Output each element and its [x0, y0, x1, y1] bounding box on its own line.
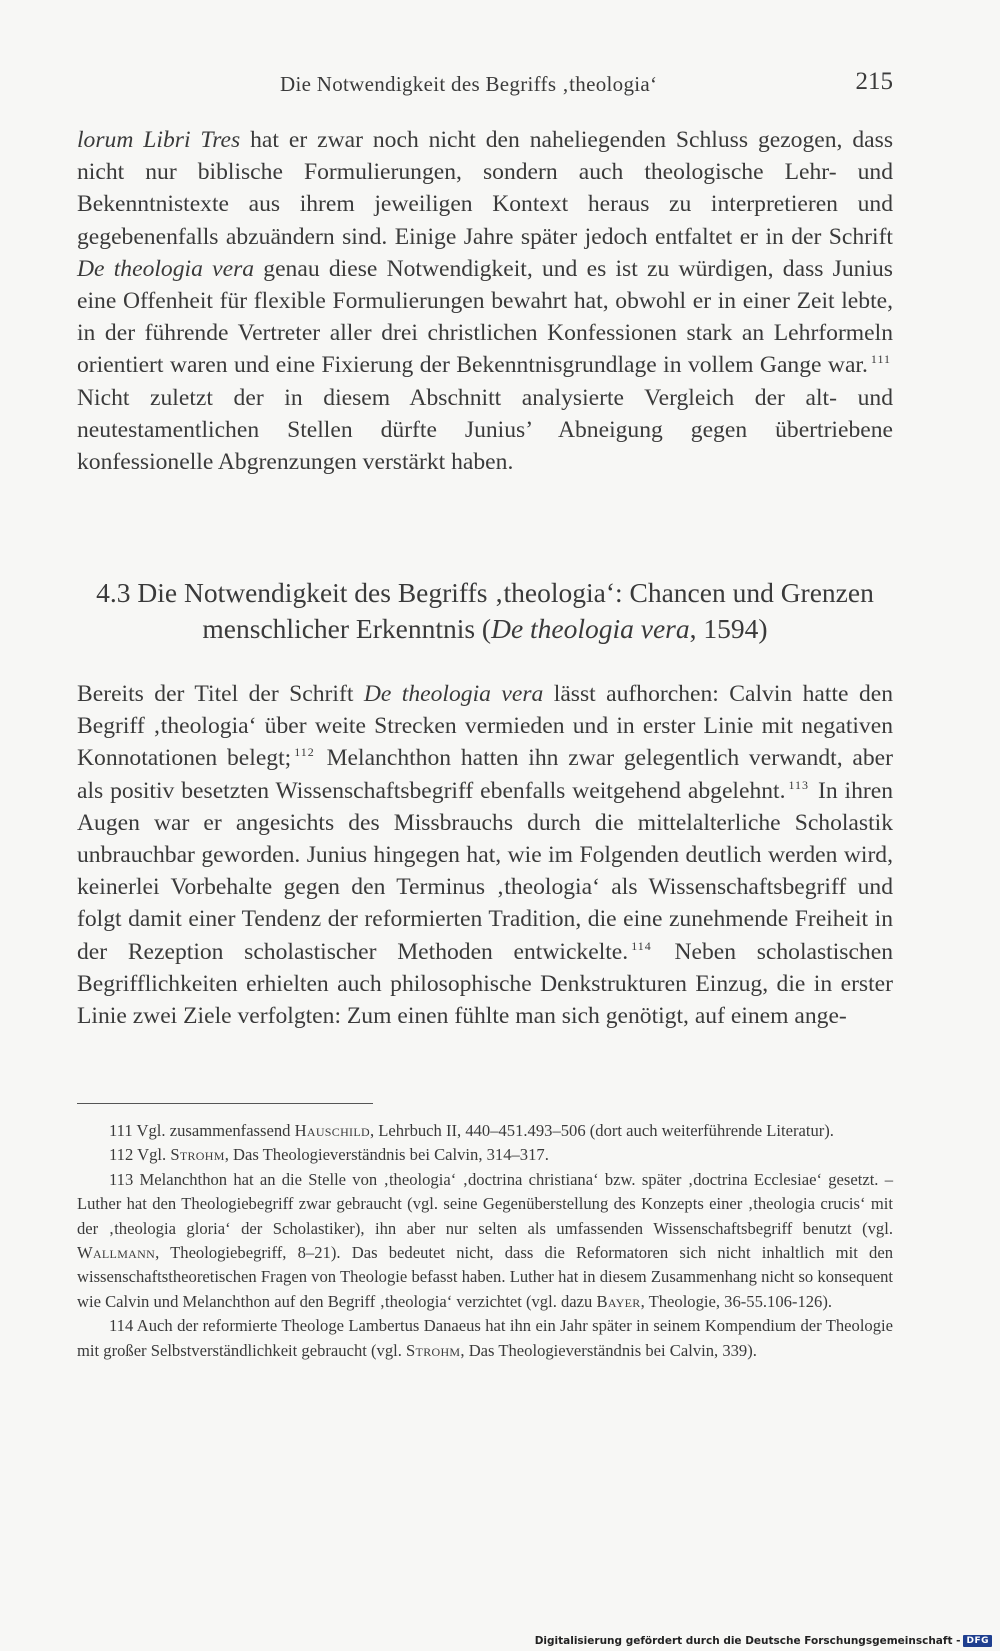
italic-title: lorum Libri Tres	[77, 127, 241, 153]
footnote-text: Vgl.	[133, 1145, 171, 1165]
footnote-ref-112[interactable]: 112	[294, 745, 315, 760]
footnote-number: 111	[109, 1121, 133, 1140]
footnote-number: 113	[109, 1169, 134, 1189]
footnote-111	[77, 1119, 893, 1143]
italic-title: De theologia vera	[77, 255, 255, 282]
body-text-span: Melanchthon hatten ihn zwar gelegentlich verwandt, aber als positiv besetzten Wissenschaftsbegriff ebenfalls weitgehend abgelehnt.	[77, 745, 893, 804]
italic-title: De theologia vera	[491, 613, 690, 644]
body-text-span: Neben scholastischen Begrifflichkeiten erhielten auch philosophische Denkstrukturen Einzug, die in erster Linie zwei Ziele verfolgten: Zum einen fühlte man sich genötigt, auf einem ange-	[77, 938, 893, 1030]
heading-line-2	[77, 611, 893, 647]
italic-title: De theologia vera	[363, 681, 544, 707]
footnote-number: 112	[109, 1145, 134, 1165]
footnote-text: , Das Theologieverständnis bei Calvin, 314–317.	[224, 1145, 549, 1165]
footnote-text: Vgl. zusammenfassend	[132, 1121, 295, 1140]
body-text-span: In ihren Augen war er angesichts des Missbrauchs durch die mittelalterliche Scholastik unbrauchbar geworden. Junius hingegen hat, wie im Folgenden deutlich werden wird, keinerlei Vorbehalte gegen den Terminus ‚theologia‘ als Wissenschaftsbegriff und folgt damit einer Tendenz der reformierten Tradition, die eine zunehmende Freiheit in der Rezeption scholastischer Methoden entwickelte.	[77, 777, 893, 965]
footnote-divider	[77, 1103, 373, 1104]
footnote-number: 114	[109, 1316, 134, 1336]
footnote-ref-111[interactable]: 111	[870, 352, 891, 367]
footnote-ref-113[interactable]: 113	[788, 777, 810, 792]
body-text-span: lässt aufhorchen: Calvin hatte den Begriff ‚theologia‘ über weite Strecken vermieden und in erster Linie mit negativen Konnotationen belegt;	[77, 681, 894, 772]
heading-text: , 1594)	[689, 613, 768, 644]
author-name: Hauschild	[294, 1121, 370, 1140]
body-text-span: Nicht zuletzt der in diesem Abschnitt analysierte Vergleich der alt- und neutestamentlichen Stellen dürfte Junius’ Abneigung gegen übertriebene konfessionelle Abgrenzungen verstärkt haben.	[77, 384, 893, 476]
body-paragraph-2	[77, 678, 893, 1032]
footnote-text: , Theologiebegriff, 8–21). Das bedeutet nicht, dass die Reformatoren sich nicht inhaltlich mit den wissenschaftstheoretischen Fragen von Theologie befasst haben. Luther hat in diesem Zusammenhang nicht so konsequent wie Calvin und Melanchthon auf den Begriff ‚theologia‘ verzichtet (vgl. dazu	[77, 1243, 893, 1311]
footnote-113	[77, 1168, 893, 1314]
footnotes	[77, 1119, 893, 1363]
author-name: Bayer	[596, 1291, 641, 1311]
body-text-span: genau diese Notwendigkeit, und es ist zu würdigen, dass Junius eine Offenheit für flexible Formulierungen bewahrt hat, obwohl er in einer Zeit lebte, in der führende Vertreter aller drei christlichen Konfessionen stark an Lehrformeln orientiert waren und eine Fixierung der Bekenntnisgrundlage in vollem Gange war.	[77, 255, 893, 379]
heading-line-1: 4.3 Die Notwendigkeit des Begriffs ‚theologia‘: Chancen und Grenzen	[96, 577, 874, 608]
footnote-text: Auch der reformierte Theologe Lambertus Danaeus hat ihn ein Jahr später in seinem Kompendium der Theologie mit großer Selbstverständlichkeit gebraucht (vgl.	[77, 1316, 893, 1360]
footnote-ref-114[interactable]: 114	[631, 938, 652, 953]
running-title: Die Notwendigkeit des Begriffs ‚theologia‘	[280, 72, 658, 96]
footnote-text: , Das Theologieverständnis bei Calvin, 339).	[460, 1340, 757, 1360]
section-heading	[77, 575, 893, 647]
author-name: Strohm	[170, 1145, 225, 1165]
footnote-text: Melanchthon hat an die Stelle von ‚theologia‘ ‚doctrina christiana‘ bzw. später ‚doctrina Ecclesiae‘ gesetzt. – Luther hat den Theologiebegriff zwar gebraucht (vgl. seine Gegenüberstellung des Konzepts einer ‚theologia crucis‘ mit der ‚theologia gloria‘ der Scholastiker), ihn aber nur selten als umfassenden Wissenschaftsbegriff benutzt (vgl.	[77, 1169, 893, 1238]
footnote-114	[77, 1314, 893, 1363]
author-name: Strohm	[406, 1340, 461, 1360]
body-text-span: hat er zwar noch nicht den naheliegenden Schluss gezogen, dass nicht nur biblische Formulierungen, sondern auch theologische Lehr- und Bekenntnistexte aus ihrem jeweiligen Kontext heraus zu interpretieren und gegebenenfalls abzuändern sind. Einige Jahre später jedoch entfaltet er in der Schrift	[77, 127, 893, 250]
footnote-text: , Lehrbuch II, 440–451.493–506 (dort auch weiterführende Literatur).	[369, 1121, 834, 1140]
page-number: 215	[855, 68, 893, 95]
heading-text: menschlicher Erkenntnis (	[202, 613, 492, 644]
body-text-span: Bereits der Titel der Schrift	[77, 681, 364, 707]
body-paragraph-1	[77, 124, 893, 478]
author-name: Wallmann	[77, 1243, 156, 1263]
running-header	[77, 68, 893, 108]
footnote-text: , Theologie, 36-55.106-126).	[640, 1291, 833, 1311]
digitization-banner	[535, 1635, 992, 1647]
dfg-logo: DFG	[963, 1635, 992, 1647]
footnote-112	[77, 1143, 893, 1167]
banner-text: Digitalisierung gefördert durch die Deutsche Forschungsgemeinschaft -	[534, 1635, 961, 1647]
